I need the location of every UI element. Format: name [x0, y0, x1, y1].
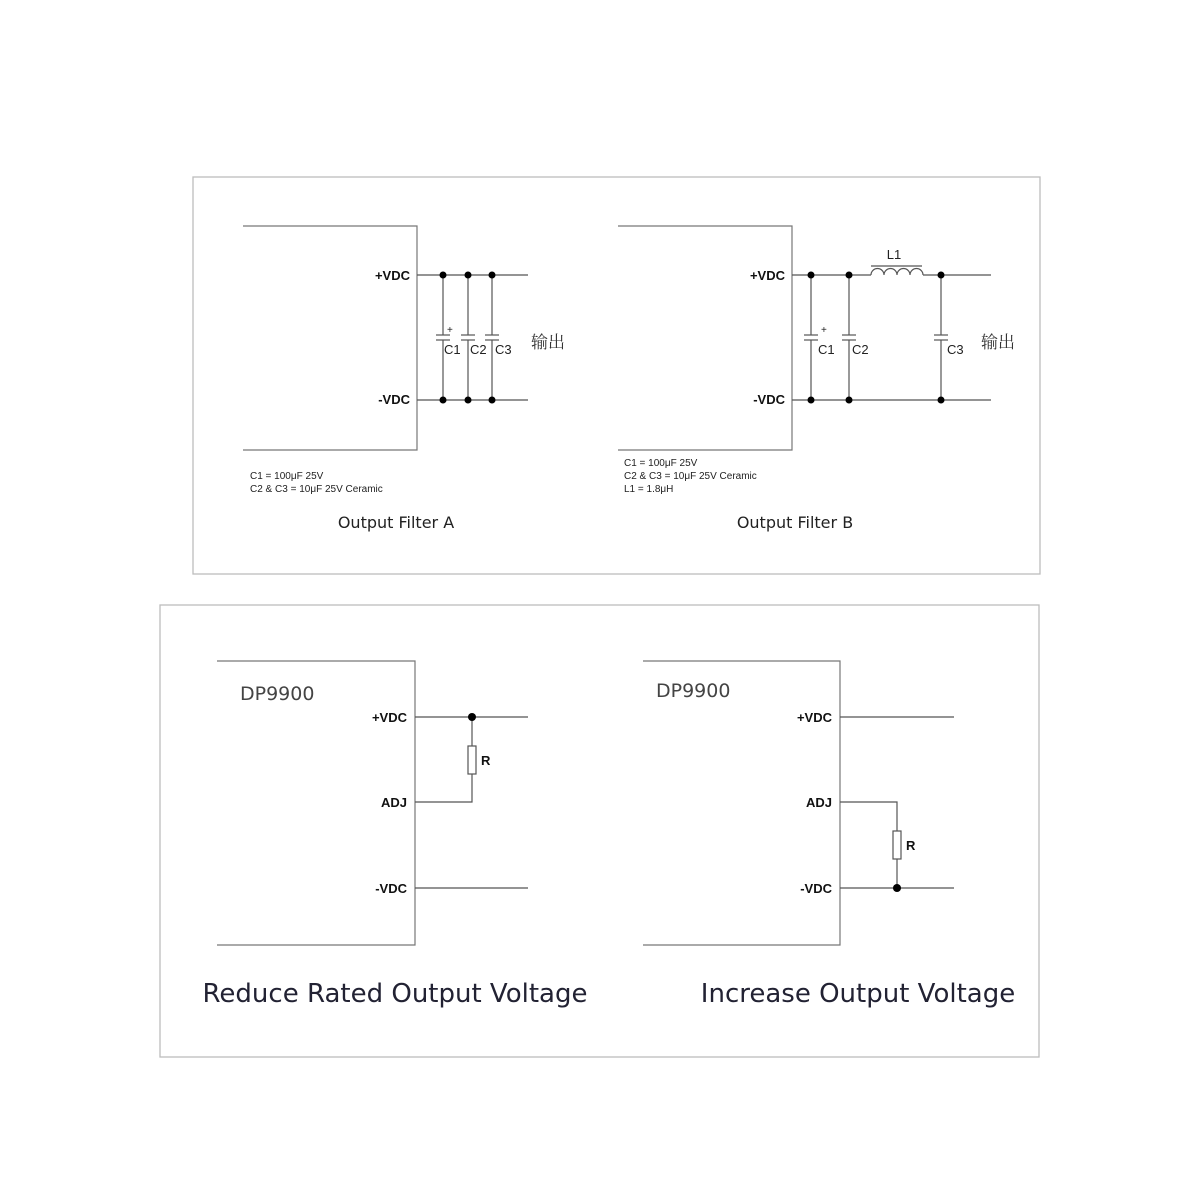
filter-a-junction-dot — [440, 397, 447, 404]
filter-b-junction-dot — [808, 397, 815, 404]
filter-b-capacitor-c2 — [842, 275, 856, 400]
output-filter-panel — [193, 177, 1040, 574]
filter-a-junction-dot — [465, 397, 472, 404]
filter-a-c3-label: C3 — [495, 342, 512, 357]
filter-a-c1-label: C1 — [444, 342, 461, 357]
reduce-resistor-r — [468, 746, 476, 774]
increase-adj-label: ADJ — [805, 795, 832, 810]
filter-b-junction-dot — [846, 397, 853, 404]
filter-a-junction-dot — [489, 397, 496, 404]
increase-title: Increase Output Voltage — [700, 979, 1016, 1009]
filter-b-c3-label: C3 — [947, 342, 964, 357]
filter-a-output-label: 输出 — [531, 333, 565, 353]
filter-a-c2-label: C2 — [470, 342, 487, 357]
filter-b-capacitor-c3 — [934, 275, 948, 400]
filter-b-title: Output Filter B — [736, 513, 854, 532]
filter-b-note-line: C2 & C3 = 10μF 25V Ceramic — [624, 471, 757, 482]
filter-a-title: Output Filter A — [337, 513, 455, 532]
filter-b-neg-label: -VDC — [753, 392, 785, 407]
filter-a-neg-label: -VDC — [378, 392, 410, 407]
reduce-title: Reduce Rated Output Voltage — [202, 979, 588, 1009]
reduce-neg-label: -VDC — [375, 881, 407, 896]
filter-a-junction-dot — [465, 272, 472, 279]
filter-a-capacitor-c2 — [461, 275, 475, 400]
reduce-resistor-label: R — [481, 753, 491, 768]
increase-junction-dot — [893, 884, 901, 892]
filter-b-junction-dot — [938, 397, 945, 404]
increase-pos-label: +VDC — [796, 710, 832, 725]
reduce-adj-wire — [415, 774, 472, 802]
filter-a-note-line: C1 = 100μF 25V — [250, 471, 324, 482]
filter-a-pos-label: +VDC — [374, 268, 410, 283]
filter-b-junction-dot — [808, 272, 815, 279]
filter-b-junction-dot — [938, 272, 945, 279]
filter-b-capacitor-c1 — [804, 275, 818, 400]
reduce-chip-label: DP9900 — [240, 683, 315, 705]
filter-b-c1-polarity: + — [821, 325, 827, 336]
reduce-junction-dot — [468, 713, 476, 721]
filter-a-module-box — [243, 226, 417, 450]
filter-a-c1-polarity: + — [447, 325, 453, 336]
filter-b-module-box — [618, 226, 792, 450]
filter-b-c1-label: C1 — [818, 342, 835, 357]
filter-b-junction-dot — [846, 272, 853, 279]
increase-adj-wire — [840, 802, 897, 831]
filter-b-l1-label: L1 — [886, 247, 902, 262]
filter-a-capacitor-c3 — [485, 275, 499, 400]
increase-resistor-label: R — [906, 838, 916, 853]
reduce-adj-label: ADJ — [380, 795, 407, 810]
increase-voltage-diagram — [643, 661, 1015, 1009]
increase-chip-label: DP9900 — [656, 680, 731, 702]
filter-a-junction-dot — [489, 272, 496, 279]
reduce-pos-label: +VDC — [371, 710, 407, 725]
output-filter-a-diagram — [243, 226, 565, 532]
filter-a-junction-dot — [440, 272, 447, 279]
output-filter-b-diagram — [618, 226, 1015, 532]
reduce-voltage-diagram — [203, 661, 588, 1009]
filter-b-note-line: C1 = 100μF 25V — [624, 458, 698, 469]
filter-b-output-label: 输出 — [981, 333, 1015, 353]
increase-resistor-r — [893, 831, 901, 859]
filter-b-pos-label: +VDC — [749, 268, 785, 283]
filter-a-note-line: C2 & C3 = 10μF 25V Ceramic — [250, 484, 383, 495]
filter-a-capacitor-c1 — [436, 275, 450, 400]
increase-neg-label: -VDC — [800, 881, 832, 896]
filter-b-inductor-l1 — [871, 269, 923, 276]
filter-b-note-line: L1 = 1.8μH — [624, 484, 674, 495]
filter-b-c2-label: C2 — [852, 342, 869, 357]
